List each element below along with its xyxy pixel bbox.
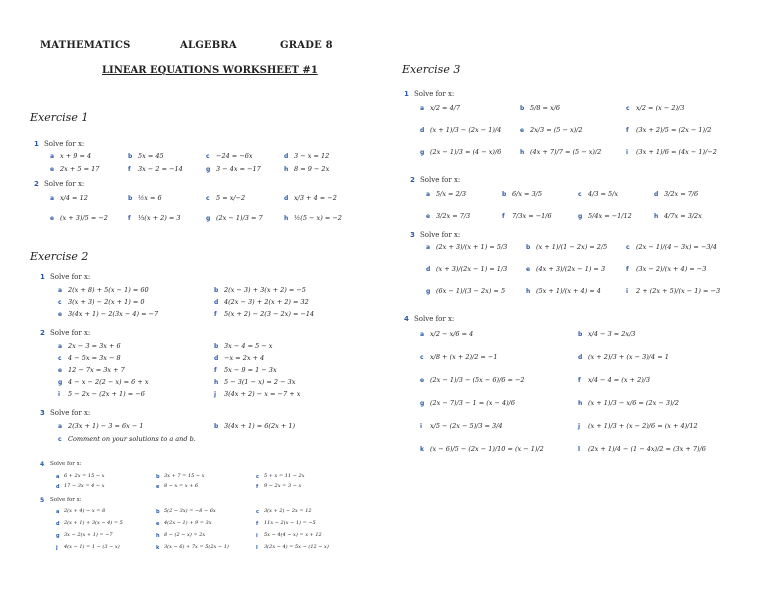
question-number: 1 <box>34 140 39 148</box>
item-letter: b <box>128 153 133 160</box>
item-letter: h <box>214 379 219 386</box>
item-equation: 4/7x = 3/2x <box>664 212 702 220</box>
question-number: 2 <box>34 180 39 188</box>
item-equation: (3x + 2)/5 = (2x − 1)/2 <box>636 126 712 134</box>
question-prompt: Solve for x: <box>50 409 91 417</box>
item-letter: c <box>256 474 259 480</box>
item-letter: b <box>128 195 133 202</box>
question-number: 2 <box>40 329 45 337</box>
item-letter: d <box>214 299 219 306</box>
item-equation: 5(2 − 3x) = −8 − 6x <box>164 508 216 514</box>
exercise-3-title: Exercise 3 <box>402 63 461 76</box>
item-equation: ½(5 − x) = −2 <box>294 214 342 222</box>
item-letter: d <box>56 521 60 527</box>
item-letter: h <box>526 288 531 295</box>
item-letter: c <box>578 191 582 198</box>
item-letter: a <box>420 105 425 112</box>
item-letter: g <box>206 215 211 222</box>
item-equation: x/2 = 4/7 <box>430 104 461 112</box>
item-equation: 5 − 3(1 − x) = 2 − 3x <box>224 378 296 386</box>
item-letter: e <box>50 166 55 173</box>
item-letter: a <box>58 287 63 294</box>
question-number: 2 <box>410 176 415 184</box>
item-letter: d <box>56 484 60 490</box>
item-letter: i <box>626 288 629 295</box>
item-equation: 3 − x = 12 <box>294 152 330 160</box>
item-equation: 3/2x = 7/6 <box>664 190 699 198</box>
item-letter: j <box>56 545 58 551</box>
question-prompt: Solve for x: <box>414 90 455 98</box>
item-letter: b <box>214 287 219 294</box>
item-equation: (4x + 3)/(2x − 1) = 3 <box>536 265 606 273</box>
item-letter: f <box>626 266 629 273</box>
question-prompt: Solve for x: <box>420 231 461 239</box>
item-letter: a <box>420 331 425 338</box>
item-equation: (2x − 7)/3 − 1 = (x − 4)/6 <box>430 399 515 407</box>
item-equation: 5/8 = x/6 <box>530 104 561 112</box>
item-letter: i <box>626 149 629 156</box>
item-equation: 2(x − 3) + 3(x + 2) = −5 <box>224 286 306 294</box>
question-number: 4 <box>40 461 45 468</box>
item-equation: 3(4x + 1) = 6(2x + 1) <box>224 422 296 430</box>
item-equation: (x + 1)/(1 − 2x) = 2/5 <box>536 243 608 251</box>
item-equation: 3x − 2 = −14 <box>138 165 183 173</box>
item-letter: d <box>284 195 289 202</box>
item-letter: a <box>426 244 431 251</box>
item-equation: ½x = 6 <box>138 194 162 202</box>
question-number: 1 <box>40 273 45 281</box>
item-letter: f <box>256 484 259 490</box>
item-equation: 5/x = 2/3 <box>436 190 467 198</box>
item-letter: b <box>526 244 531 251</box>
item-equation: x + 9 = 4 <box>60 152 92 160</box>
item-letter: h <box>654 213 659 220</box>
item-letter: d <box>426 266 431 273</box>
item-letter: c <box>420 354 424 361</box>
question-prompt: Solve for x: <box>50 329 91 337</box>
item-letter: c <box>58 436 62 443</box>
question-prompt: Solve for x: <box>50 497 82 503</box>
item-letter: e <box>526 266 531 273</box>
item-equation: 6 + 2x = 15 − x <box>64 473 105 479</box>
item-equation: 4 − 5x = 3x − 8 <box>68 354 121 362</box>
item-letter: c <box>206 153 210 160</box>
item-letter: h <box>284 215 289 222</box>
item-letter: g <box>420 149 425 156</box>
item-equation: ⅓(x + 2) = 3 <box>138 214 181 222</box>
item-equation: 5x − 4(4 − x) = x + 12 <box>264 532 322 538</box>
item-equation: (2x + 1)/4 − (1 − 4x)/2 = (3x + 7)/6 <box>588 445 706 453</box>
item-letter: e <box>156 484 160 490</box>
item-letter: e <box>426 213 431 220</box>
item-letter: g <box>56 533 60 539</box>
item-letter: d <box>284 153 289 160</box>
item-equation: x/4 = 12 <box>60 194 88 202</box>
item-equation: 2(x + 1) + 3(x − 4) = 5 <box>64 520 123 526</box>
item-equation: 3 − 4x = −17 <box>216 165 261 173</box>
item-equation: x/4 − 3 = 2x/3 <box>588 330 636 338</box>
item-equation: 5 = x/−2 <box>216 194 246 202</box>
item-letter: f <box>626 127 629 134</box>
question-number: 4 <box>404 315 409 323</box>
item-equation: 2x + 5 = 17 <box>60 165 100 173</box>
item-equation: 6/x = 3/5 <box>512 190 543 198</box>
item-letter: b <box>502 191 507 198</box>
item-equation: (x − 6)/5 − (2x − 1)/10 = (x − 1)/2 <box>430 445 544 453</box>
item-equation: 4/3 = 5/x <box>588 190 619 198</box>
item-equation: x/3 + 4 = −2 <box>294 194 337 202</box>
item-equation: −24 = −6x <box>216 152 253 160</box>
item-equation: 5(x + 2) − 2(3 − 2x) = −14 <box>224 310 315 318</box>
item-letter: k <box>156 545 160 551</box>
item-equation: 3(4x + 2) − x = −7 + x <box>224 390 301 398</box>
item-letter: c <box>58 299 62 306</box>
item-letter: g <box>58 379 63 386</box>
item-equation: (x + 3)/(2x − 1) = 1/3 <box>436 265 508 273</box>
item-letter: a <box>58 423 63 430</box>
item-letter: c <box>206 195 210 202</box>
item-equation: 2 + (2x + 5)/(x − 1) = −3 <box>636 287 721 295</box>
item-equation: 4(2x − 3) + 2(x + 2) = 32 <box>224 298 309 306</box>
item-equation: 5x = 45 <box>138 152 164 160</box>
item-letter: b <box>156 474 160 480</box>
item-equation: 5/4x = −1/12 <box>588 212 632 220</box>
question-prompt: Solve for x: <box>420 176 461 184</box>
item-equation: (6x − 1)/(3 − 2x) = 5 <box>436 287 506 295</box>
item-letter: h <box>284 166 289 173</box>
question-number: 5 <box>40 497 45 504</box>
item-letter: g <box>420 400 425 407</box>
item-letter: l <box>578 446 581 453</box>
question-prompt: Solve for x: <box>44 180 85 188</box>
item-letter: f <box>128 166 131 173</box>
item-equation: 3x − 4 = 5 − x <box>224 342 273 350</box>
item-equation: x/2 − x/6 = 4 <box>430 330 474 338</box>
question-number: 1 <box>404 90 409 98</box>
item-equation: (3x + 1)/6 = (4x − 1)/−2 <box>636 148 717 156</box>
item-letter: b <box>520 105 525 112</box>
item-letter: e <box>520 127 525 134</box>
item-equation: (4x + 7)/7 = (5 − x)/2 <box>530 148 602 156</box>
item-equation: 4(x − 1) = 1 − (3 − x) <box>64 544 120 550</box>
item-letter: g <box>426 288 431 295</box>
item-equation: 5 − 2x − (2x + 1) = −6 <box>68 390 145 398</box>
item-equation: 3(x − 6) + 7x = 5(2x − 1) <box>164 544 229 550</box>
item-equation: 2(x + 4) − x = 8 <box>64 508 106 514</box>
item-letter: b <box>214 343 219 350</box>
item-equation: 9 − 2x = 3 − x <box>264 483 302 489</box>
topic-heading: ALGEBRA <box>180 40 237 51</box>
item-equation: (3x − 2)/(x + 4) = −3 <box>636 265 707 273</box>
item-letter: d <box>214 355 219 362</box>
item-letter: i <box>420 423 423 430</box>
item-letter: e <box>58 311 63 318</box>
item-letter: b <box>578 331 583 338</box>
item-equation: (x + 1)/3 + (x − 2)/6 = (x + 4)/12 <box>588 422 698 430</box>
item-letter: j <box>214 391 217 398</box>
item-letter: d <box>420 127 425 134</box>
item-equation: Comment on your solutions to a and b. <box>68 435 196 443</box>
item-equation: 5 + x = 11 − 2x <box>264 473 305 479</box>
item-letter: f <box>256 521 259 527</box>
item-letter: d <box>654 191 659 198</box>
item-letter: g <box>578 213 583 220</box>
item-equation: 2x − 3 = 3x + 6 <box>68 342 121 350</box>
question-prompt: Solve for x: <box>44 140 85 148</box>
item-letter: e <box>50 215 55 222</box>
item-equation: 12 − 7x = 3x + 7 <box>68 366 125 374</box>
item-letter: i <box>58 391 61 398</box>
item-equation: (x + 3)/5 = −2 <box>60 214 108 222</box>
item-letter: c <box>626 244 630 251</box>
item-letter: c <box>256 509 259 515</box>
item-letter: e <box>156 521 160 527</box>
item-letter: f <box>214 311 217 318</box>
item-equation: 3(x + 3) − 2(x + 1) = 0 <box>68 298 145 306</box>
item-equation: 3(2x − 4) = 5x − (12 − x) <box>264 544 329 550</box>
item-equation: (5x + 1)/(x + 4) = 4 <box>536 287 601 295</box>
item-equation: (x + 2)/3 + (x − 3)/4 = 1 <box>588 353 669 361</box>
item-equation: 2(3x + 1) − 3 = 6x − 1 <box>68 422 144 430</box>
item-equation: (2x − 1)/3 = (4 − x)/6 <box>430 148 502 156</box>
item-equation: (2x − 1)/3 = 7 <box>216 214 263 222</box>
item-equation: x/8 + (x + 2)/2 = −1 <box>430 353 498 361</box>
item-equation: 3x + 7 = 15 − x <box>164 473 205 479</box>
item-equation: 5x − 9 = 1 − 3x <box>224 366 277 374</box>
item-equation: 3(x + 2) − 2x = 12 <box>264 508 312 514</box>
item-letter: h <box>156 533 160 539</box>
item-letter: a <box>426 191 431 198</box>
question-prompt: Solve for x: <box>414 315 455 323</box>
item-equation: x/4 − 4 = (x + 2)/3 <box>588 376 651 384</box>
item-equation: 8 − (2 − x) = 2x <box>164 532 206 538</box>
item-letter: a <box>50 153 55 160</box>
worksheet-title: LINEAR EQUATIONS WORKSHEET #1 <box>102 65 318 76</box>
item-equation: 7/3x = −1/6 <box>512 212 552 220</box>
exercise-2-title: Exercise 2 <box>30 250 89 263</box>
item-equation: 3/2x = 7/3 <box>436 212 471 220</box>
item-equation: −x = 2x + 4 <box>224 354 265 362</box>
question-prompt: Solve for x: <box>50 273 91 281</box>
item-equation: (x + 1)/3 − (2x − 1)/4 <box>430 126 502 134</box>
question-prompt: Solve for x: <box>50 461 82 467</box>
item-letter: f <box>214 367 217 374</box>
item-letter: b <box>214 423 219 430</box>
item-equation: 8 = 9 − 2x <box>294 165 330 173</box>
question-number: 3 <box>410 231 415 239</box>
item-letter: e <box>420 377 425 384</box>
item-equation: 2x/3 = (5 − x)/2 <box>530 126 583 134</box>
item-letter: f <box>128 215 131 222</box>
item-equation: (x + 1)/3 − x/6 = (2x − 3)/2 <box>588 399 679 407</box>
item-letter: l <box>256 545 258 551</box>
item-letter: e <box>58 367 63 374</box>
question-number: 3 <box>40 409 45 417</box>
item-equation: 4(2x − 1) + 9 = 3x <box>164 520 212 526</box>
item-letter: c <box>626 105 630 112</box>
item-letter: a <box>50 195 55 202</box>
item-letter: h <box>578 400 583 407</box>
item-equation: 2(x + 8) + 5(x − 1) = 60 <box>68 286 149 294</box>
item-equation: 17 − 3x = 4 − x <box>64 483 105 489</box>
grade-heading: GRADE 8 <box>280 40 333 51</box>
exercise-1-title: Exercise 1 <box>30 111 89 124</box>
item-equation: 11x − 2(x − 1) = −5 <box>264 520 316 526</box>
item-letter: f <box>578 377 581 384</box>
item-letter: g <box>206 166 211 173</box>
item-equation: x/5 − (2x − 5)/3 = 3/4 <box>430 422 503 430</box>
item-letter: c <box>58 355 62 362</box>
item-equation: 3(4x + 1) − 2(3x − 4) = −7 <box>68 310 159 318</box>
item-equation: (2x − 1)/3 − (5x − 6)/6 = −2 <box>430 376 525 384</box>
item-letter: d <box>578 354 583 361</box>
item-letter: j <box>578 423 581 430</box>
subject-heading: MATHEMATICS <box>40 40 131 51</box>
item-letter: a <box>58 343 63 350</box>
item-letter: b <box>156 509 160 515</box>
item-equation: (2x − 1)/(4 − 3x) = −3/4 <box>636 243 717 251</box>
item-letter: f <box>502 213 505 220</box>
item-equation: x/2 = (x − 2)/3 <box>636 104 685 112</box>
item-letter: a <box>56 509 60 515</box>
item-letter: k <box>420 446 424 453</box>
item-equation: 4 − x − 2(2 − x) = 6 + x <box>68 378 149 386</box>
item-equation: 3x − 2(x + 1) = −7 <box>64 532 113 538</box>
item-letter: i <box>256 533 258 539</box>
item-letter: h <box>520 149 525 156</box>
item-equation: 8 − x = x + 6 <box>164 483 199 489</box>
item-equation: (2x + 3)/(x + 1) = 5/3 <box>436 243 508 251</box>
item-letter: a <box>56 474 60 480</box>
